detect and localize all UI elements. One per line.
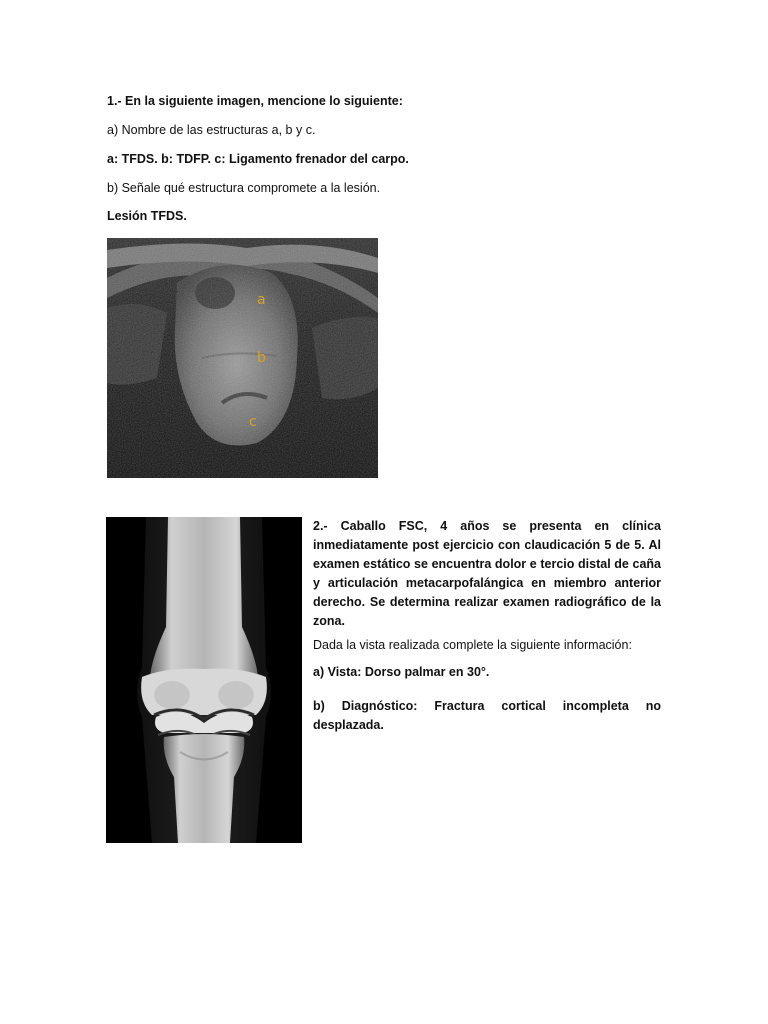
question-1-title: 1.- En la siguiente imagen, mencione lo siguiente:	[107, 94, 403, 108]
diagnosis-label: b)	[313, 699, 325, 713]
question-1-part-b: b) Señale qué estructura compromete a la lesión.	[107, 181, 381, 195]
question-2-view-line	[313, 663, 661, 682]
question-2-instruction: Dada la vista realizada complete la siguiente información:	[313, 638, 632, 652]
radiograph-image	[106, 517, 302, 843]
question-1-answer-a: a: TFDS. b: TDFP. c: Ligamento frenador del carpo.	[107, 152, 409, 166]
diagnosis-answer: Diagnóstico: Fractura cortical incompleta no desplazada.	[313, 699, 661, 732]
structure-label-c: c	[249, 414, 257, 430]
ultrasound-image	[107, 238, 378, 478]
view-answer: Vista: Dorso palmar en 30°.	[324, 665, 490, 679]
question-1-part-a: a) Nombre de las estructuras a, b y c.	[107, 123, 316, 137]
ultrasound-graphic	[107, 238, 378, 478]
structure-label-b: b	[257, 350, 266, 366]
question-2-block	[313, 517, 661, 735]
question-2-statement-paragraph	[313, 517, 661, 631]
question-2-statement: Caballo FSC, 4 años se presenta en clínica inmediatamente post ejercicio con claudicación 5 de 5. Al examen estático se encuentra dolor e tercio distal de caña y articulación metacarpofalángica en miembro anterior derecho. Se determina realizar examen radiográfico de la zona.	[313, 519, 661, 628]
question-2-prefix: 2.-	[313, 519, 328, 533]
structure-label-a: a	[257, 292, 266, 308]
view-label: a)	[313, 665, 325, 679]
question-1-answer-b: Lesión TFDS.	[107, 209, 187, 223]
radiograph-graphic	[106, 517, 302, 843]
question-2-diagnosis-line	[313, 697, 661, 735]
